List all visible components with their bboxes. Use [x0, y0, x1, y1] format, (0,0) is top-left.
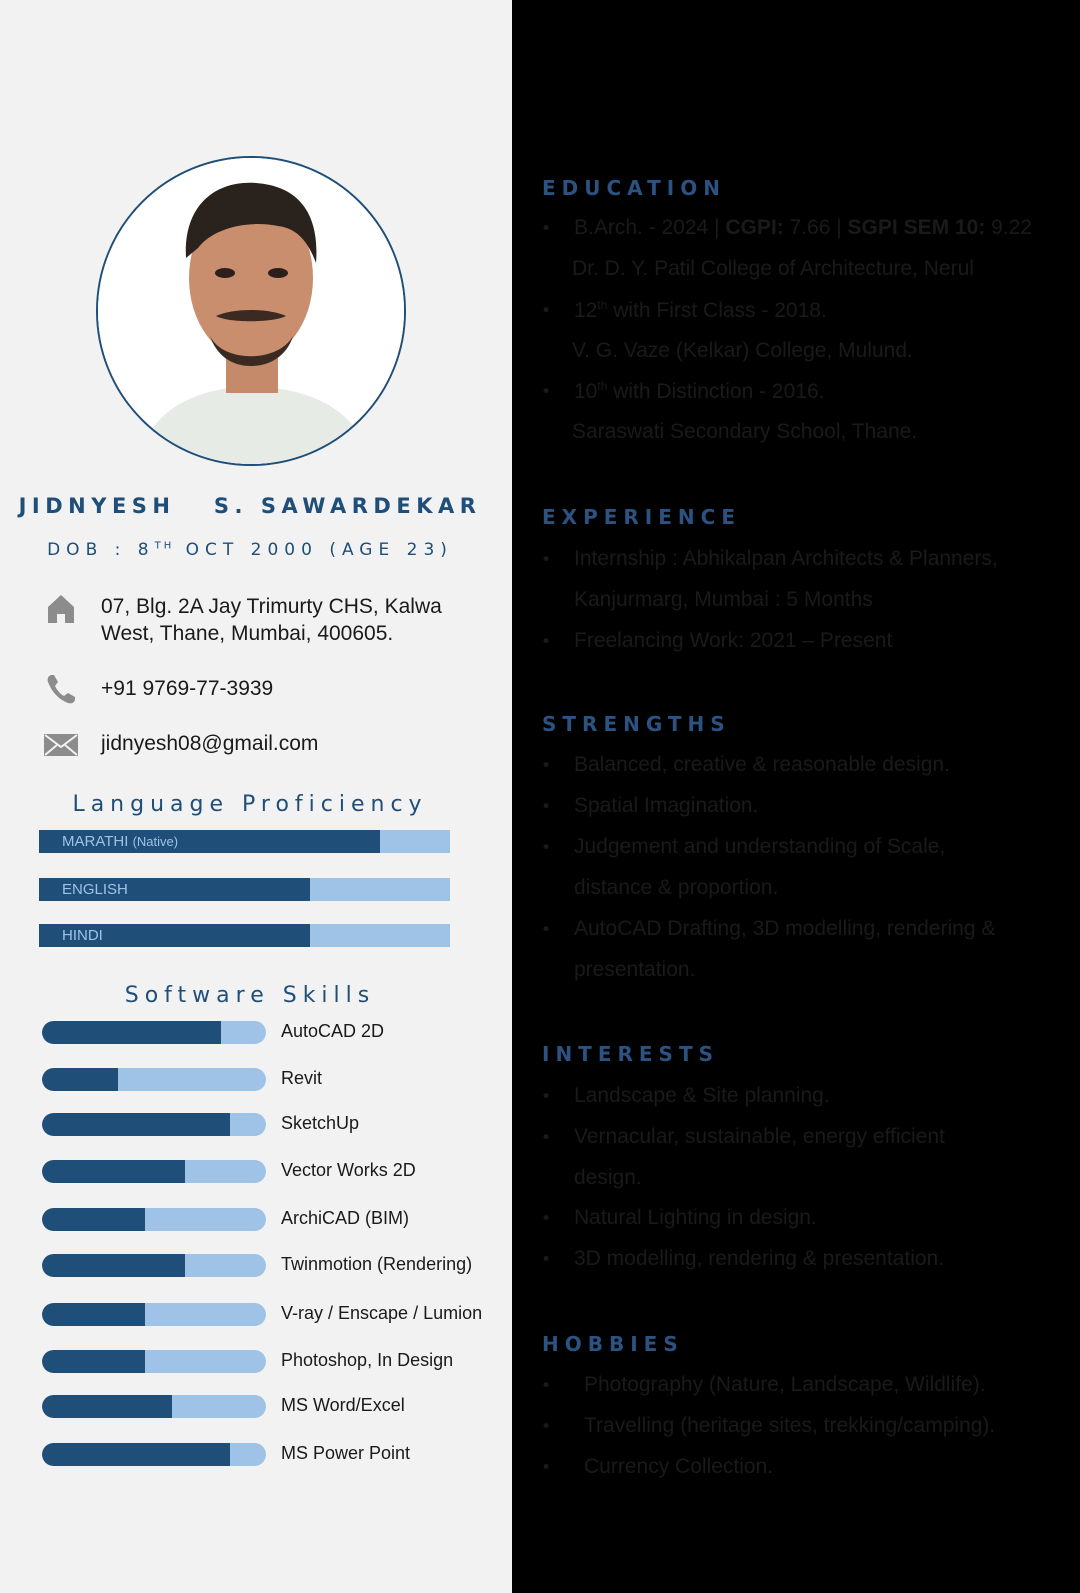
skill-bar-fill — [42, 1113, 230, 1136]
twelfth-sup: th — [597, 298, 608, 312]
education-school: Saraswati Secondary School, Thane. — [572, 420, 918, 443]
hobbies-line-1: Photography (Nature, Landscape, Wildlife). — [584, 1373, 986, 1396]
address-line-1: 07, Blg. 2A Jay Trimurty CHS, Kalwa — [101, 595, 442, 618]
language-note: (Native) — [132, 834, 179, 849]
bullet: • — [541, 301, 552, 321]
hobbies-line-3: Currency Collection. — [584, 1455, 774, 1478]
skill-bar — [42, 1160, 266, 1183]
experience-heading: EXPERIENCE — [542, 505, 741, 529]
language-label — [62, 927, 103, 944]
interests-line-5: 3D modelling, rendering & presentation. — [574, 1247, 945, 1270]
skill-bar-fill — [42, 1254, 185, 1277]
bullet: • — [541, 632, 552, 652]
skill-bar — [42, 1303, 266, 1326]
language-name: HINDI — [62, 927, 103, 944]
profile-photo — [96, 156, 406, 466]
date-of-birth — [0, 540, 500, 560]
skill-bar-fill — [42, 1395, 172, 1418]
bullet: • — [541, 1458, 552, 1478]
strengths-line-4: distance & proportion. — [574, 876, 779, 899]
software-skills-title: Software Skills — [124, 983, 376, 1008]
sgpi-value: 9.22 — [985, 216, 1032, 239]
twelfth-num: 12 — [574, 299, 598, 322]
bullet: • — [541, 1209, 552, 1229]
interests-line-4: Natural Lighting in design. — [574, 1206, 817, 1229]
skill-label: Revit — [281, 1068, 323, 1088]
bullet: • — [541, 1087, 552, 1107]
language-bar — [39, 878, 450, 901]
strengths-line-3: Judgement and understanding of Scale, — [574, 835, 946, 858]
sgpi-label: SGPI SEM 10: — [847, 216, 986, 239]
education-heading: EDUCATION — [542, 176, 726, 200]
bullet: • — [541, 838, 552, 858]
hobbies-heading: HOBBIES — [542, 1332, 684, 1356]
email-address[interactable]: jidnyesh08@gmail.com — [101, 732, 319, 755]
education-college-2: V. G. Vaze (Kelkar) College, Mulund. — [572, 339, 913, 362]
twelfth-rest: with First Class - 2018. — [607, 299, 827, 322]
bullet: • — [541, 920, 552, 940]
address-line-2: West, Thane, Mumbai, 400605. — [101, 622, 394, 645]
hobbies-line-2: Travelling (heritage sites, trekking/camping). — [584, 1414, 996, 1437]
skill-label: ArchiCAD (BIM) — [281, 1208, 410, 1228]
strengths-line-1: Balanced, creative & reasonable design. — [574, 753, 950, 776]
strengths-heading: STRENGTHS — [542, 712, 731, 736]
skill-bar-fill — [42, 1160, 185, 1183]
language-name: ENGLISH — [62, 881, 128, 898]
education-barch — [574, 216, 1032, 240]
phone-icon — [42, 672, 80, 706]
bullet: • — [541, 1376, 552, 1396]
bullet: • — [541, 550, 552, 570]
language-bar — [39, 924, 450, 947]
language-label — [62, 833, 178, 850]
skill-label: Vector Works 2D — [281, 1160, 416, 1180]
experience-line-1: Internship : Abhikalpan Architects & Planners, — [574, 547, 998, 570]
interests-line-3: design. — [574, 1166, 642, 1189]
bullet: • — [541, 382, 552, 402]
skill-label: V-ray / Enscape / Lumion — [281, 1303, 483, 1323]
education-twelfth — [574, 298, 827, 323]
skill-label: Photoshop, In Design — [281, 1350, 454, 1370]
skill-label: SketchUp — [281, 1113, 360, 1133]
tenth-sup: th — [597, 379, 608, 393]
dob-suffix: OCT 2000 (AGE 23) — [174, 540, 453, 560]
language-label — [62, 881, 128, 898]
skill-bar — [42, 1443, 266, 1466]
interests-line-2: Vernacular, sustainable, energy efficient — [574, 1125, 945, 1148]
interests-heading: INTERESTS — [542, 1042, 719, 1066]
education-college-1: Dr. D. Y. Patil College of Architecture, Nerul — [572, 257, 974, 280]
skill-label: AutoCAD 2D — [281, 1021, 385, 1041]
dob-prefix: DOB : 8 — [47, 540, 155, 560]
tenth-rest: with Distinction - 2016. — [607, 380, 825, 403]
bullet: • — [541, 219, 552, 239]
phone-number: +91 9769-77-3939 — [101, 677, 274, 700]
bullet: • — [541, 797, 552, 817]
cgpi-label: CGPI: — [725, 216, 784, 239]
skill-bar-fill — [42, 1350, 145, 1373]
strengths-line-5: AutoCAD Drafting, 3D modelling, rendering & — [574, 917, 996, 940]
strengths-line-6: presentation. — [574, 958, 696, 981]
strengths-line-2: Spatial Imagination. — [574, 794, 759, 817]
skill-bar-fill — [42, 1021, 221, 1044]
skill-label: Twinmotion (Rendering) — [281, 1254, 473, 1274]
barch-text: B.Arch. - 2024 | — [574, 216, 726, 239]
mail-icon — [42, 728, 80, 762]
language-proficiency-title: Language Proficiency — [72, 792, 428, 817]
experience-line-3: Freelancing Work: 2021 – Present — [574, 629, 893, 652]
skill-bar-fill — [42, 1208, 145, 1231]
person-portrait-icon — [98, 158, 404, 464]
bullet: • — [541, 1417, 552, 1437]
skill-bar — [42, 1254, 266, 1277]
tenth-num: 10 — [574, 380, 598, 403]
language-name: MARATHI — [62, 833, 129, 850]
profile-name: JIDNYESH S. SAWARDEKAR — [18, 494, 482, 518]
dob-sup: TH — [154, 540, 175, 552]
skill-bar — [42, 1068, 266, 1091]
skill-bar-fill — [42, 1068, 118, 1091]
skill-bar — [42, 1350, 266, 1373]
skill-bar — [42, 1113, 266, 1136]
education-tenth — [574, 379, 824, 404]
skill-bar — [42, 1395, 266, 1418]
skill-label: MS Power Point — [281, 1443, 411, 1463]
home-icon — [42, 592, 80, 626]
skill-bar-fill — [42, 1303, 145, 1326]
skill-bar-fill — [42, 1443, 230, 1466]
bullet: • — [541, 1250, 552, 1270]
experience-line-2: Kanjurmarg, Mumbai : 5 Months — [574, 588, 873, 611]
skill-bar — [42, 1021, 266, 1044]
cgpi-value: 7.66 | — [783, 216, 848, 239]
skill-bar — [42, 1208, 266, 1231]
bullet: • — [541, 756, 552, 776]
skill-label: MS Word/Excel — [281, 1395, 405, 1415]
bullet: • — [541, 1128, 552, 1148]
interests-line-1: Landscape & Site planning. — [574, 1084, 830, 1107]
language-bar — [39, 830, 450, 853]
